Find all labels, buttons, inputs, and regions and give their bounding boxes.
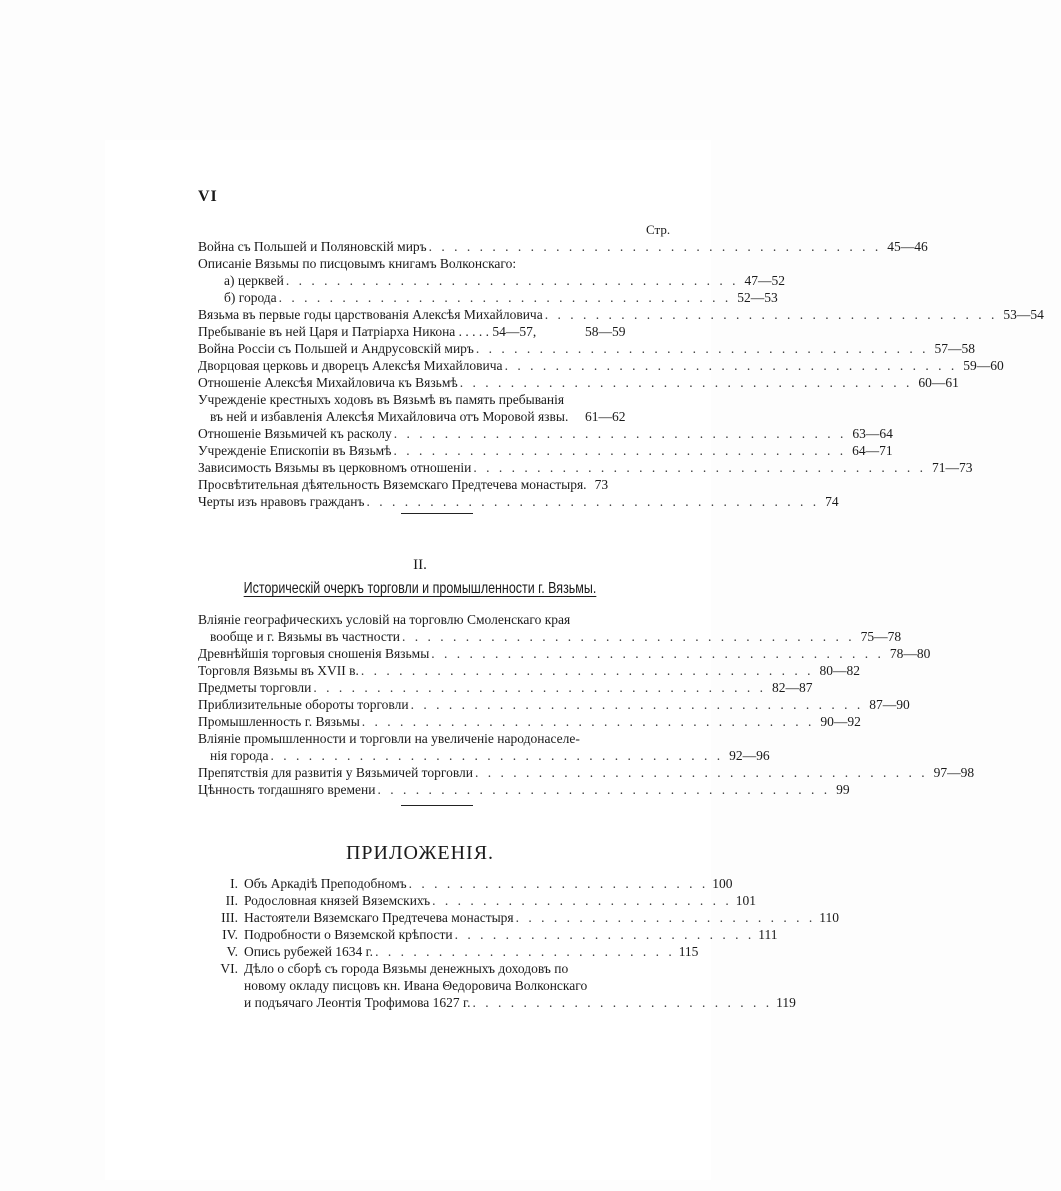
toc-entry-pages: 47—52 bbox=[744, 273, 786, 288]
page-number: VI bbox=[198, 188, 218, 205]
toc-entry bbox=[198, 781, 850, 798]
toc-leader-dots: . . . . . . . . . . . . . . . . . . . . . . . . . . . . . . . . . . . . bbox=[475, 765, 928, 780]
toc-leader-dots: . . . . . . . . . . . . . . . . . . . . . . . . . . . . . . . . . . . . bbox=[360, 663, 814, 678]
toc-entry-title: нія города bbox=[210, 748, 269, 763]
toc-entry-pages: 60—61 bbox=[918, 375, 959, 390]
appendix-entry-number: III. bbox=[221, 910, 238, 925]
toc-entry bbox=[198, 476, 643, 493]
toc-leader-dots: . . . . . . . . . . . . . . . . . . . . . . . . . . . . . . . . . . . . bbox=[410, 697, 864, 712]
toc-entry-pages: 78—80 bbox=[889, 646, 931, 661]
toc-entry-title: Приблизительные обороты торговли bbox=[198, 697, 409, 712]
toc-entry-title: Препятствія для развитія у Вязьмичей торговли bbox=[198, 765, 473, 780]
appendix-entry bbox=[198, 875, 733, 892]
toc-entry-pages: 92—96 bbox=[729, 748, 770, 763]
toc-leader-dots: . . . . . . . . . . . . . . . . . . . . . . . . bbox=[375, 944, 675, 959]
section-number: II. bbox=[413, 557, 427, 573]
toc-leader-dots: . . . . . . . . . . . . . . . . . . . . . . . . . . . . . . . . . . . . bbox=[459, 375, 913, 390]
appendix-entry bbox=[198, 994, 796, 1011]
appendix-entry-title: Опись рубежей 1634 г. bbox=[244, 944, 374, 959]
toc-entry bbox=[198, 696, 910, 713]
section-title: Историческій очеркъ торговли и промышленности г. Вязьмы. bbox=[243, 580, 597, 597]
toc-entry bbox=[198, 255, 643, 272]
appendix-entry bbox=[198, 943, 699, 960]
toc-leader-dots: . . . . . . . . . . . . . . . . . . . . . . . . . . . . . . . . . . . . bbox=[431, 646, 884, 661]
section-divider bbox=[401, 805, 473, 806]
toc-entry-title: б) города bbox=[224, 290, 277, 305]
section-divider bbox=[401, 513, 473, 514]
appendix-entry-title: Родословная князей Вяземскихъ bbox=[244, 893, 431, 908]
toc-leader-dots: . . . . . . . . . . . . . . . . . . . . . . . . . . . . . . . . . . . . bbox=[544, 307, 998, 322]
appendix-entry-pages: 119 bbox=[776, 995, 796, 1010]
toc-entry-pages: 64—71 bbox=[852, 443, 893, 458]
toc-leader-dots: . . . . . . . . . . . . . . . . . . . . . . . . . . . . . . . . . . . . bbox=[270, 748, 724, 763]
toc-leader-dots: . . . . . . . . . . . . . . . . . . . . . . . . . . . . . . . . . . . . bbox=[285, 273, 739, 288]
appendix-entry-pages: 111 bbox=[758, 927, 778, 942]
appendix-entry-number: V. bbox=[226, 944, 238, 959]
appendix-entry-title: Объ Аркадіѣ Преподобномъ bbox=[244, 876, 407, 891]
toc-entry bbox=[198, 764, 975, 781]
toc-entry bbox=[198, 493, 839, 510]
toc-entry-title: Учрежденіе крестныхъ ходовъ въ Вязьмѣ въ память пребыванія bbox=[198, 392, 565, 407]
appendix-entry-pages: 110 bbox=[819, 910, 840, 925]
toc-entry bbox=[198, 340, 976, 357]
toc-leader-dots: . . . . . . . . . . . . . . . . . . . . . . . . . . . . . . . . . . . . bbox=[377, 782, 831, 797]
appendix-entry-title: Дѣло о сборѣ съ города Вязьмы денежныхъ доходовъ по bbox=[244, 961, 569, 976]
toc-entry-pages: 58—59 bbox=[585, 324, 626, 339]
toc-entry bbox=[198, 323, 643, 340]
toc-entry-title: въ ней и избавленія Алексѣя Михайловича отъ Моровой язвы. bbox=[210, 409, 569, 424]
toc-entry-title: Война съ Польшей и Поляновскій миръ bbox=[198, 239, 427, 254]
toc-entry-pages: 82—87 bbox=[772, 680, 813, 695]
toc-leader-dots: . . . . . . . . . . . . . . . . . . . . . . . . . . . . . . . . . . . . bbox=[393, 443, 847, 458]
toc-entry-pages: 52—53 bbox=[737, 290, 778, 305]
appendix-list bbox=[198, 875, 840, 1011]
toc-entry-pages: 45—46 bbox=[887, 239, 928, 254]
toc-entry bbox=[198, 645, 931, 662]
appendix-entry-pages: 100 bbox=[712, 876, 733, 891]
appendix-entry-number: I. bbox=[230, 876, 238, 891]
toc-entry bbox=[198, 272, 786, 289]
toc-entry bbox=[198, 306, 1044, 323]
toc-entry bbox=[198, 611, 643, 628]
appendix-entry-number: IV. bbox=[222, 927, 238, 942]
toc-leader-dots: . . . . . . . . . . . . . . . . . . . . . . . . . . . . . . . . . . . . bbox=[428, 239, 882, 254]
toc-entry-title: Вязьма въ первые годы царствованія Алексѣя Михайловича bbox=[198, 307, 543, 322]
toc-entry-title: Древнѣйшія торговыя сношенія Вязьмы bbox=[198, 646, 430, 661]
appendix-entry-pages: 115 bbox=[678, 944, 699, 959]
toc-entry-pages: 57—58 bbox=[934, 341, 976, 356]
toc-leader-dots: . . . . . . . . . . . . . . . . . . . . . . . . bbox=[515, 910, 816, 925]
toc-entry bbox=[198, 289, 778, 306]
appendix-entry-title: и подъячаго Леонтія Трофимова 1627 г. bbox=[244, 995, 471, 1010]
toc-entry bbox=[198, 238, 928, 255]
toc-entry bbox=[198, 679, 813, 696]
toc-entry-title: Цѣнность тогдашняго времени bbox=[198, 782, 376, 797]
toc-entry bbox=[198, 662, 861, 679]
toc-leader-dots: . . . . . . . . . . . . . . . . . . . . . . . . . . . . . . . . . . . . bbox=[278, 290, 732, 305]
toc-leader-dots: . . . . . . . . . . . . . . . . . . . . . . . . . . . . . . . . . . . . bbox=[475, 341, 929, 356]
toc-part1 bbox=[198, 238, 1044, 510]
toc-entry-title: Пребываніе въ ней Царя и Патріарха Никона . . . . . 54—57, bbox=[198, 324, 537, 339]
toc-entry-pages: 59—60 bbox=[963, 358, 1004, 373]
toc-entry bbox=[198, 628, 902, 645]
toc-entry bbox=[198, 442, 893, 459]
toc-leader-dots: . . . . . . . . . . . . . . . . . . . . . . . . . . . . . . . . . . . . bbox=[401, 629, 855, 644]
toc-entry-title: а) церквей bbox=[224, 273, 284, 288]
toc-entry-pages: 74 bbox=[825, 494, 839, 509]
toc-entry bbox=[198, 713, 861, 730]
toc-leader-dots: . . . . . . . . . . . . . . . . . . . . . . . . . . . . . . . . . . . . bbox=[504, 358, 958, 373]
toc-entry-pages: 61—62 bbox=[585, 409, 626, 424]
toc-entry bbox=[198, 357, 1004, 374]
toc-leader-dots: . . . . . . . . . . . . . . . . . . . . . . . . bbox=[408, 876, 709, 891]
toc-entry-title: Учрежденіе Епископіи въ Вязьмѣ bbox=[198, 443, 392, 458]
toc-part2 bbox=[198, 611, 975, 798]
toc-entry-title: Просвѣтительная дѣятельность Вяземскаго Предтечева монастыря. bbox=[198, 477, 587, 492]
toc-entry-title: Описаніе Вязьмы по писцовымъ книгамъ Волконскаго: bbox=[198, 256, 517, 271]
toc-entry-title: Отношеніе Алексѣя Михайловича къ Вязьмѣ bbox=[198, 375, 458, 390]
appendix-entry-pages: 101 bbox=[735, 893, 757, 908]
toc-entry-pages: 63—64 bbox=[852, 426, 893, 441]
toc-leader-dots: . . . . . . . . . . . . . . . . . . . . . . . . bbox=[454, 927, 755, 942]
toc-leader-dots: . . . . . . . . . . . . . . . . . . . . . . . . bbox=[472, 995, 773, 1010]
toc-entry-title: Черты изъ нравовъ гражданъ bbox=[198, 494, 365, 509]
toc-entry-title: Зависимость Вязьмы въ церковномъ отношеніи bbox=[198, 460, 472, 475]
toc-leader-dots: . . . . . . . . . . . . . . . . . . . . . . . . . . . . . . . . . . . . bbox=[313, 680, 767, 695]
toc-entry-pages: 75—78 bbox=[860, 629, 902, 644]
toc-entry-pages: 99 bbox=[836, 782, 850, 797]
toc-entry-title: Война Россіи съ Польшей и Андрусовскій миръ bbox=[198, 341, 474, 356]
appendix-entry bbox=[198, 926, 778, 943]
appendix-entry bbox=[198, 892, 757, 909]
toc-leader-dots: . . . . . . . . . . . . . . . . . . . . . . . . . . . . . . . . . . . . bbox=[366, 494, 820, 509]
toc-entry-pages: 80—82 bbox=[819, 663, 861, 678]
toc-entry bbox=[198, 730, 643, 747]
appendix-entry bbox=[198, 977, 626, 994]
toc-entry bbox=[198, 425, 893, 442]
toc-leader-dots: . . . . . . . . . . . . . . . . . . . . . . . . . . . . . . . . . . . . bbox=[393, 426, 847, 441]
appendix-entry-title: новому окладу писцовъ кн. Ивана Θедоровича Волконскаго bbox=[244, 978, 588, 993]
toc-entry bbox=[198, 374, 959, 391]
toc-entry-pages: 87—90 bbox=[869, 697, 910, 712]
toc-entry-title: Предметы торговли bbox=[198, 680, 312, 695]
toc-entry bbox=[198, 408, 643, 425]
toc-entry-title: Промышленность г. Вязьмы bbox=[198, 714, 360, 729]
toc-entry-title: Вліяніе промышленности и торговли на увеличеніе народонаселе- bbox=[198, 731, 580, 746]
appendix-title: ПРИЛОЖЕНІЯ. bbox=[345, 842, 495, 864]
toc-entry bbox=[198, 459, 973, 476]
toc-entry-title: Вліяніе географическихъ условій на торговлю Смоленскаго края bbox=[198, 612, 571, 627]
appendix-entry-title: Подробности о Вяземской крѣпости bbox=[244, 927, 453, 942]
toc-entry-pages: 53—54 bbox=[1003, 307, 1044, 322]
toc-leader-dots: . . . . . . . . . . . . . . . . . . . . . . . . . . . . . . . . . . . . bbox=[473, 460, 926, 475]
toc-leader-dots: . . . . . . . . . . . . . . . . . . . . . . . . bbox=[432, 893, 732, 908]
toc-entry-pages: 73 bbox=[594, 477, 609, 492]
toc-entry-pages: 71—73 bbox=[931, 460, 973, 475]
appendix-entry bbox=[198, 909, 840, 926]
appendix-entry-number: VI. bbox=[220, 961, 238, 976]
toc-entry-title: Отношеніе Вязьмичей къ расколу bbox=[198, 426, 392, 441]
toc-entry-title: Дворцовая церковь и дворецъ Алексѣя Михайловича bbox=[198, 358, 503, 373]
toc-leader-dots: . . . . . . . . . . . . . . . . . . . . . . . . . . . . . . . . . . . . bbox=[361, 714, 815, 729]
toc-entry-pages: 97—98 bbox=[933, 765, 975, 780]
toc-entry bbox=[198, 747, 770, 764]
appendix-entry-title: Настоятели Вяземскаго Предтечева монастыря bbox=[244, 910, 514, 925]
toc-entry-title: вообще и г. Вязьмы въ частности bbox=[210, 629, 400, 644]
toc-entry-title: Торговля Вязьмы въ XVII в. bbox=[198, 663, 359, 678]
appendix-entry-number: II. bbox=[225, 893, 238, 908]
toc-entry bbox=[198, 391, 643, 408]
page-column-header: Стр. bbox=[646, 222, 671, 237]
toc-entry-pages: 90—92 bbox=[820, 714, 861, 729]
appendix-entry bbox=[198, 960, 626, 977]
